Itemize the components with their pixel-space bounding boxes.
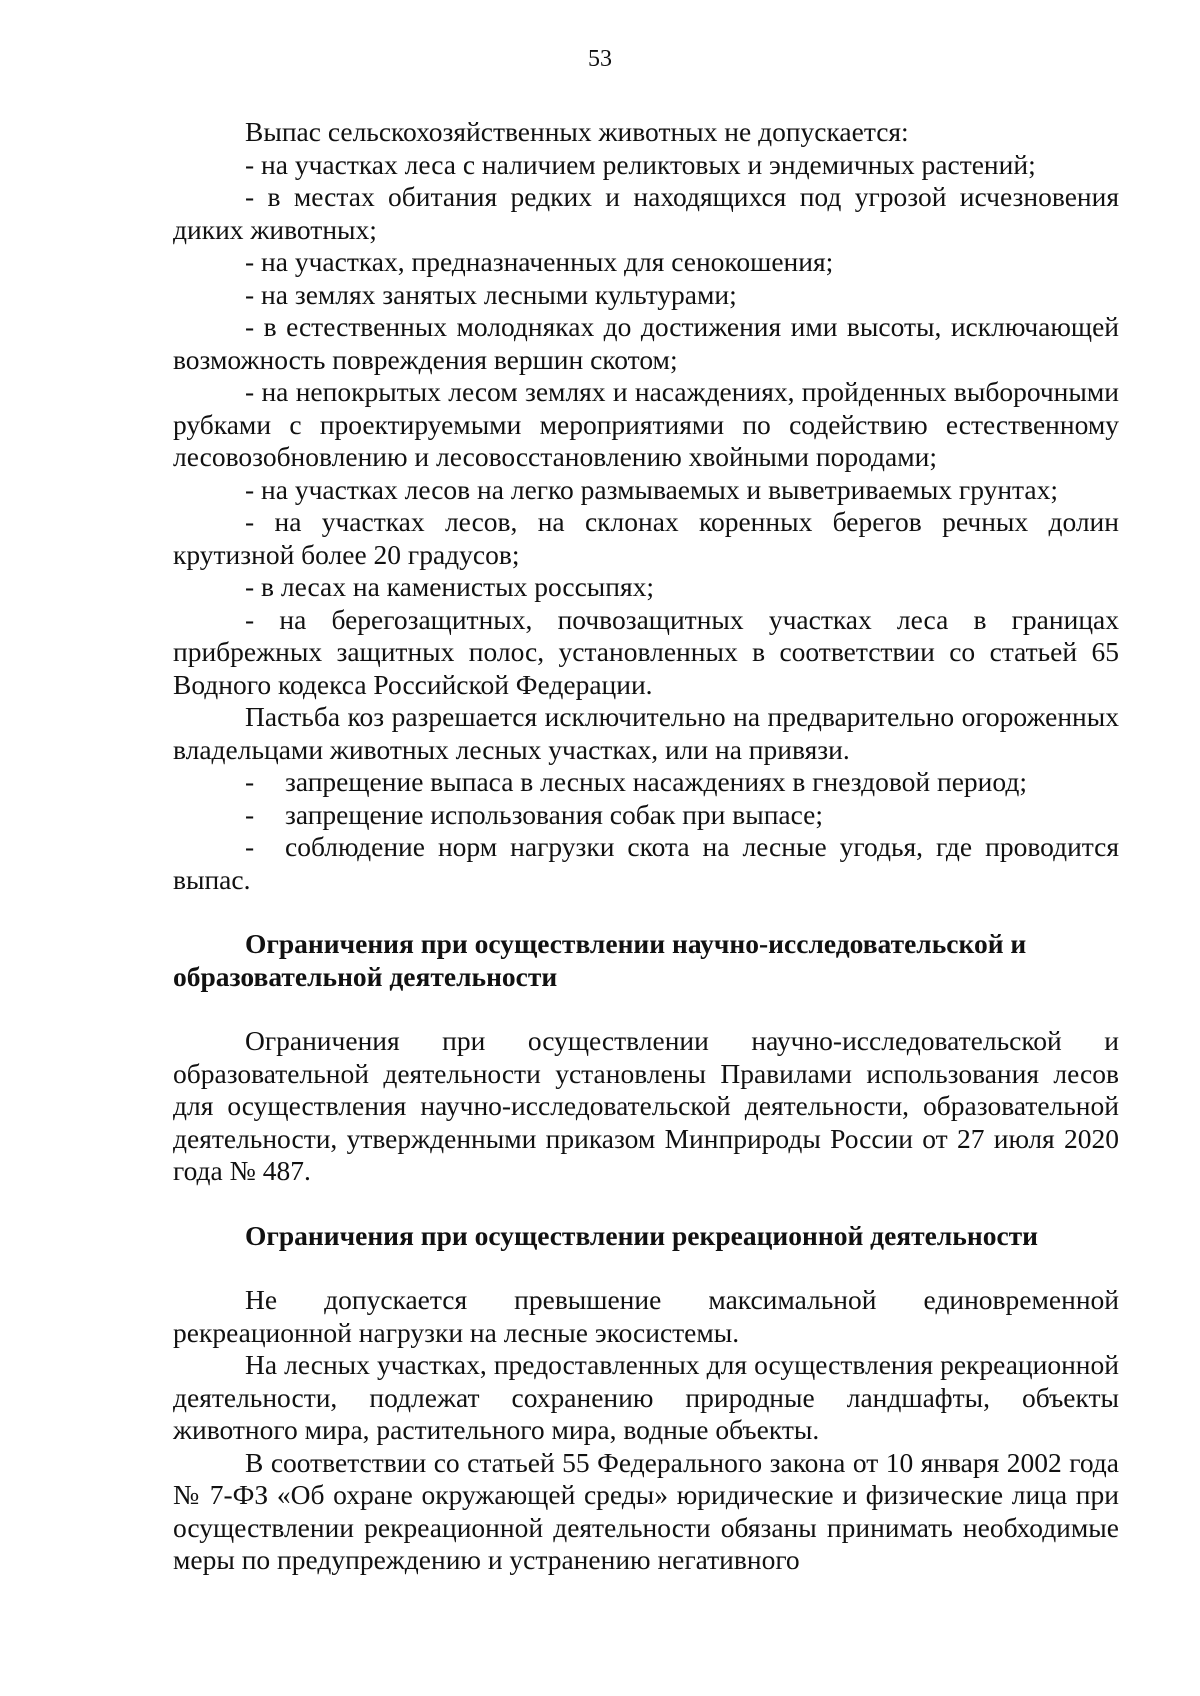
research-paragraph: Ограничения при осуществлении научно-исследовательской и образовательной деятельности установлены Правилами использования лесов для осуществления научно-исследовательской деятельности, образовательной деятельности, утвержденными приказом Минприроды России от 27 июля 2020 года № 487. [173,1025,1119,1186]
page-content [173,116,1119,1577]
grazing-extra-item [173,766,1119,799]
grazing-item: - в местах обитания редких и находящихся под угрозой исчезновения диких животных; [173,181,1119,245]
grazing-item: - на участках лесов на легко размываемых и выветриваемых грунтах; [245,473,1059,505]
page-number: 53 [588,46,612,72]
grazing-extra-item-text: запрещение использования собак при выпасе; [285,798,824,830]
list-dash: - [245,798,255,830]
grazing-extra-item-text: запрещение выпаса в лесных насаждениях в гнездовой период; [285,766,1027,797]
grazing-item: - на участках леса с наличием реликтовых и эндемичных растений; [245,148,1036,180]
grazing-extra-item-text: соблюдение норм нагрузки скота на лесные угодья, где проводится выпас. [173,831,1119,895]
grazing-item: - на участках, предназначенных для сенокошения; [245,246,834,277]
recreation-paragraph: Не допускается превышение максимальной единовременной рекреационной нагрузки на лесные экосистемы. [173,1284,1119,1348]
grazing-item: - на берегозащитных, почвозащитных участках леса в границах прибрежных защитных полос, установленных в соответствии со статьей 65 Водного кодекса Российской Федерации. [173,603,1119,700]
goats-paragraph: Пастьба коз разрешается исключительно на предварительно огороженных владельцами животных лесных участках, или на привязи. [173,701,1119,765]
grazing-extra-item [173,799,1119,832]
grazing-item: - в естественных молодняках до достижения ими высоты, исключающей возможность повреждения вершин скотом; [173,311,1119,375]
grazing-item: - в лесах на каменистых россыпях; [245,571,655,602]
grazing-item: - на землях занятых лесными культурами; [245,278,737,310]
list-dash: - [245,766,255,797]
grazing-item: - на непокрытых лесом землях и насаждениях, пройденных выборочными рубками с проектируемыми мероприятиями по содействию естественному лесовозобновлению и лесовосстановлению хвойными породами; [173,376,1119,472]
grazing-extra-item [173,831,1119,896]
research-heading: Ограничения при осуществлении научно-исследовательской и образовательной деятельности [173,928,1027,992]
grazing-intro: Выпас сельскохозяйственных животных не допускается: [245,116,909,147]
grazing-item: - на участках лесов, на склонах коренных берегов речных долин крутизной более 20 градусов; [173,506,1119,570]
recreation-heading: Ограничения при осуществлении рекреационной деятельности [245,1219,1039,1251]
recreation-paragraph: На лесных участках, предоставленных для осуществления рекреационной деятельности, подлежат сохранению природные ландшафты, объекты животного мира, растительного мира, водные объекты. [173,1349,1119,1445]
list-dash: - [245,831,255,862]
recreation-paragraph: В соответствии со статьей 55 Федерального закона от 10 января 2002 года № 7-ФЗ «Об охране окружающей среды» юридические и физические лица при осуществлении рекреационной деятельности обязаны принимать необходимые меры по предупреждению и устранению негативного [173,1446,1119,1575]
